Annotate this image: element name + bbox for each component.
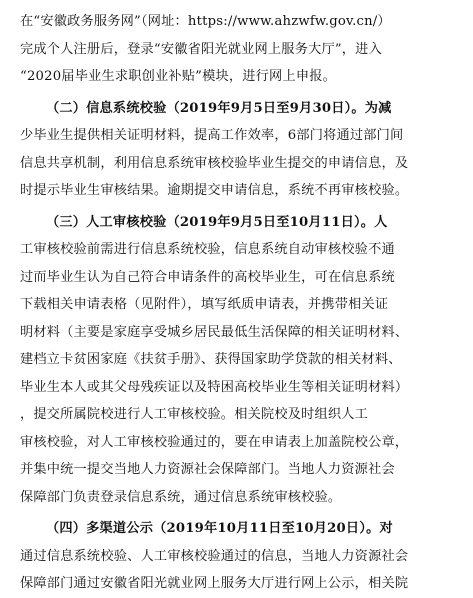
text-line-10: 过而毕业生认为自己符合申请条件的高校毕业生，可在信息系统 (20, 269, 395, 285)
text-line-13: 建档立卡贫困家庭《扶贫手册》、获得国家助学贷款的相关材料、 (20, 352, 402, 367)
text-line-12: 明材料（主要是家庭享受城乡居民最低生活保障的相关证明材料、 (20, 324, 409, 340)
text-line-20: 通过信息系统校验、人工审核校验通过的信息，当地人力资源社会 (20, 548, 409, 564)
text-line-17: 并集中统一提交当地人力资源社会保障部门。当地人力资源社会 (20, 462, 395, 477)
text-line-5: 少毕业生提供相关证明材料，提高工作效率，6部门将通过部门间 (20, 128, 404, 143)
text-line-2: 完成个人注册后，登录“安徽省阳光就业网上服务大厅”，进入 (20, 41, 382, 57)
text-line-9: 工审核校验前需进行信息系统校验，信息系统自动审核校验不通 (20, 242, 395, 257)
text-line-21: 保障部门通过安徽省阳光就业网上服务大厅进行网上公示，相关院 (20, 576, 409, 591)
section-three-heading-line: （三）人工审核校验（2019年9月5日至10月11日）。人 (46, 214, 388, 230)
text-line-11: 下载相关申请表格（见附件），填写纸质申请表，并携带相关证 (20, 297, 389, 312)
text-line-14: 毕业生本人或其父母残疾证以及特困高校毕业生等相关证明材料） (20, 379, 409, 395)
text-line-3: “2020届毕业生求职创业补贴”模块，进行网上申报。 (20, 69, 336, 84)
document-text-block (20, 8, 458, 598)
text-line-7: 时提示毕业生审核结果。逾期提交申请信息，系统不再审核校验。 (20, 183, 409, 198)
text-line-16: 审核校验，对人工审核校验通过的，要在申请表上加盖院校公章， (20, 434, 409, 450)
text-line-18: 保障部门负责登录信息系统，通过信息系统审核校验。 (20, 489, 342, 505)
section-two-heading-line: （二）信息系统校验（2019年9月5日至9月30日）。为减 (46, 100, 392, 116)
text-line-6: 信息共享机制，利用信息系统审核校验毕业生提交的申请信息，及 (20, 155, 409, 171)
section-four-heading-line: （四）多渠道公示（2019年10月11日至10月20日）。对 (46, 521, 393, 536)
text-line-15: ，提交所属院校进行人工审核校验。相关院校及时组织人工 (20, 407, 369, 422)
text-line-1: 在“安徽政务服务网”（网址：https://www.ahzwfw.gov.cn/） (20, 14, 391, 29)
